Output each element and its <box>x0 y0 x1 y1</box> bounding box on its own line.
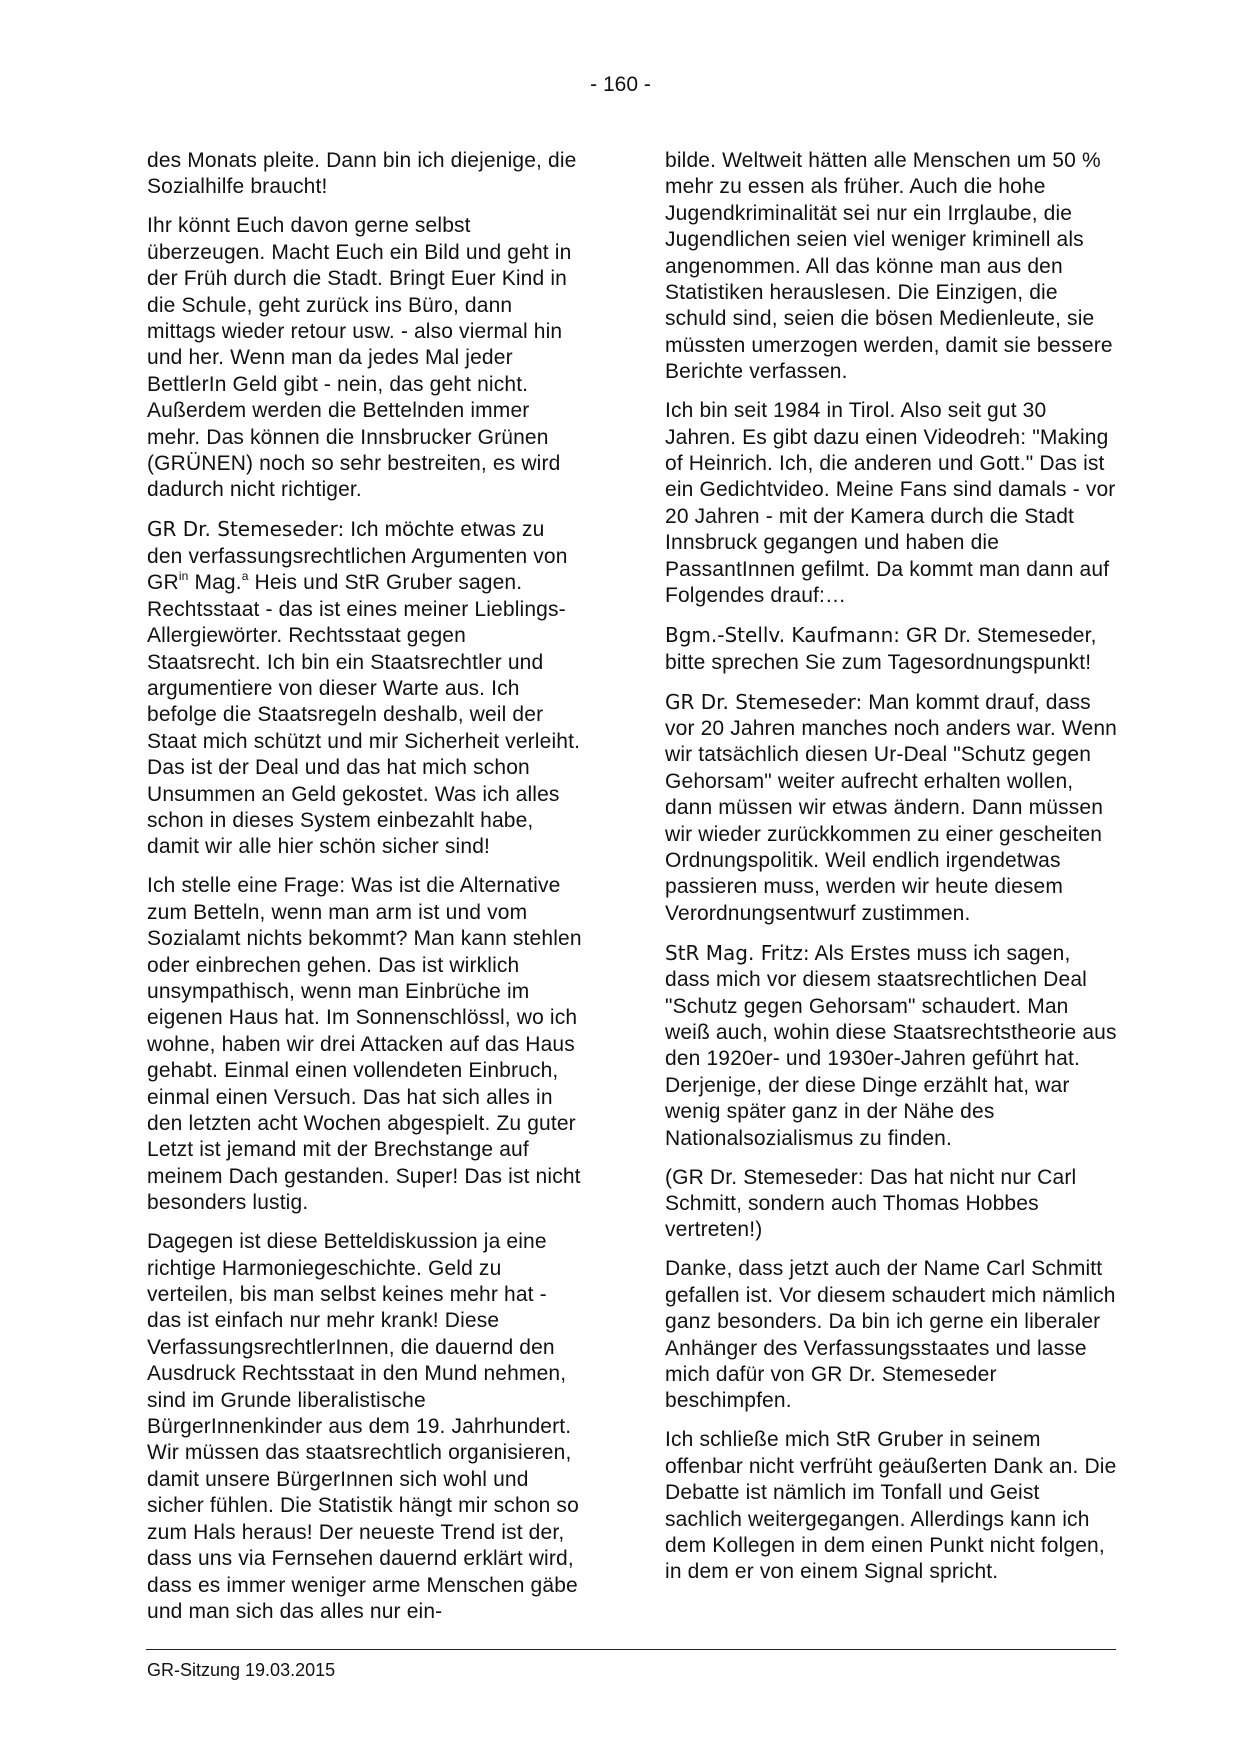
speech-paragraph <box>665 622 1117 676</box>
speech-text: Als Erstes muss ich sagen, dass mich vor diesem staatsrechtlichen Deal "Schutz gegen Gehorsam" schaudert. Man weiß auch, wohin diese Staatsrechtstheorie aus den 1920er- und 1930er-Jahren geführt hat. Derjenige, der diese Dinge erzählt hat, war wenig später ganz in der Nähe des Nationalsozialismus zu finden. <box>665 941 1117 1150</box>
paragraph: Ich bin seit 1984 in Tirol. Also seit gut 30 Jahren. Es gibt dazu einen Videodreh: "Making of Heinrich. Ich, die anderen und Gott." Das ist ein Gedichtvideo. Meine Fans sind damals - vor 20 Jahren - mit der Kamera durch die Stadt Innsbruck gegangen und haben die PassantInnen gefilmt. Da kommt man dann auf Folgendes drauf:… <box>665 399 1116 608</box>
paragraph: Danke, dass jetzt auch der Name Carl Schmitt gefallen ist. Vor diesem schaudert mich nämlich ganz besonders. Da bin ich gerne ein liberaler Anhänger des Verfassungsstaates und lasse mich dafür von GR Dr. Stemeseder beschimpfen. <box>665 1257 1116 1413</box>
speech-text: Heis und StR Gruber sagen. Rechtsstaat - das ist eines meiner Lieblings-Allergiewörter. Rechtsstaat gegen Staatsrecht. Ich bin ein Staatsrechtler und argumentiere von dieser Warte aus. Ich befolge die Staatsregeln deshalb, weil der Staat mich schützt und mir Sicherheit verleiht. Das ist der Deal und das hat mich schon Unsummen an Geld gekostet. Was ich alles schon in dieses System einbezahlt habe, damit wir alle hier schön sicher sind! <box>147 571 581 859</box>
speech-text: Man kommt drauf, dass vor 20 Jahren manches noch anders war. Wenn wir tatsächlich diesen Ur-Deal "Schutz gegen Gehorsam" weiter aufrecht erhalten wollen, dann müssen wir etwas ändern. Dann müssen wir wieder zurückkommen zu einer gescheiten Ordnungspolitik. Weil endlich irgendetwas passieren muss, werden wir heute diesem Verordnungsentwurf zustimmen. <box>665 690 1117 925</box>
speech-paragraph <box>147 516 585 860</box>
speech-paragraph <box>665 689 1117 928</box>
superscript: in <box>178 569 189 584</box>
paragraph: Ich schließe mich StR Gruber in seinem offenbar nicht verfrüht geäußerten Dank an. Die Debatte ist nämlich im Tonfall und Geist sachlich weitergegangen. Allerdings kann ich dem Kollegen in dem einen Punkt nicht folgen, in dem er von einem Signal spricht. <box>665 1428 1117 1584</box>
page-number: - 160 - <box>590 73 651 96</box>
speaker-label: GR Dr. Stemeseder: <box>665 689 863 714</box>
footer-divider <box>146 1649 1116 1650</box>
right-column <box>665 148 1117 1598</box>
speech-text: Ich möchte etwas zu den verfassungsrechtlichen Argumenten von GR <box>147 518 568 595</box>
speaker-label: GR Dr. Stemeseder: <box>147 517 345 542</box>
speech-paragraph <box>665 940 1117 1152</box>
paragraph: Dagegen ist diese Betteldiskussion ja eine richtige Harmoniegeschichte. Geld zu verteilen, bis man selbst keines mehr hat - das ist einfach nur mehr krank! Diese VerfassungsrechtlerInnen, die dauernd den Ausdruck Rechtsstaat in den Mund nehmen, sind im Grunde liberalistische BürgerInnenkinder aus dem 19. Jahrhundert. Wir müssen das staatsrechtlich organisieren, damit unsere BürgerInnen sich wohl und sicher fühlen. Die Statistik hängt mir schon so zum Hals heraus! Der neueste Trend ist der, dass uns via Fernsehen dauernd erklärt wird, dass es immer weniger arme Menschen gäbe und man sich das alles nur ein- <box>147 1230 579 1623</box>
paragraph: des Monats pleite. Dann bin ich diejenige, die Sozialhilfe braucht! <box>147 149 577 199</box>
left-column <box>147 148 585 1638</box>
speech-text: GR Dr. Stemeseder, bitte sprechen Sie zum Tagesordnungspunkt! <box>665 624 1097 674</box>
paragraph: Ich stelle eine Frage: Was ist die Alternative zum Betteln, wenn man arm ist und vom Sozialamt nichts bekommt? Man kann stehlen oder einbrechen gehen. Das ist wirklich unsympathisch, wenn man Einbrüche im eigenen Haus hat. Im Sonnenschlössl, wo ich wohne, haben wir drei Attacken auf das Haus gehabt. Einmal einen vollendeten Einbruch, einmal einen Versuch. Das hat sich alles in den letzten acht Wochen abgespielt. Zu guter Letzt ist jemand mit der Brechstange auf meinem Dach gestanden. Super! Das ist nicht besonders lustig. <box>147 874 582 1215</box>
speaker-label: StR Mag. Fritz: <box>665 940 810 965</box>
interjection: (GR Dr. Stemeseder: Das hat nicht nur Carl Schmitt, sondern auch Thomas Hobbes vertreten!) <box>665 1165 1077 1242</box>
footer-session-date: GR-Sitzung 19.03.2015 <box>147 1660 336 1680</box>
speech-text: Mag. <box>188 571 242 595</box>
superscript: a <box>241 569 249 584</box>
speaker-label: Bgm.-Stellv. Kaufmann: <box>665 623 900 648</box>
paragraph: Ihr könnt Euch davon gerne selbst überzeugen. Macht Euch ein Bild und geht in der Früh durch die Stadt. Bringt Euer Kind in die Schule, geht zurück ins Büro, dann mittags wieder retour usw. - also viermal hin und her. Wenn man da jedes Mal jeder BettlerIn Geld gibt - nein, das geht nicht. Außerdem werden die Bettelnden immer mehr. Das können die Innsbrucker Grünen (GRÜNEN) noch so sehr bestreiten, es wird dadurch nicht richtiger. <box>147 214 572 502</box>
paragraph: bilde. Weltweit hätten alle Menschen um 50 % mehr zu essen als früher. Auch die hohe Jugendkriminalität sei nur ein Irrglaube, die Jugendlichen seien viel weniger kriminell als angenommen. All das könne man aus den Statistiken herauslesen. Die Einzigen, die schuld sind, seien die bösen Medienleute, sie müssten umerzogen werden, damit sie bessere Berichte verfassen. <box>665 149 1113 384</box>
